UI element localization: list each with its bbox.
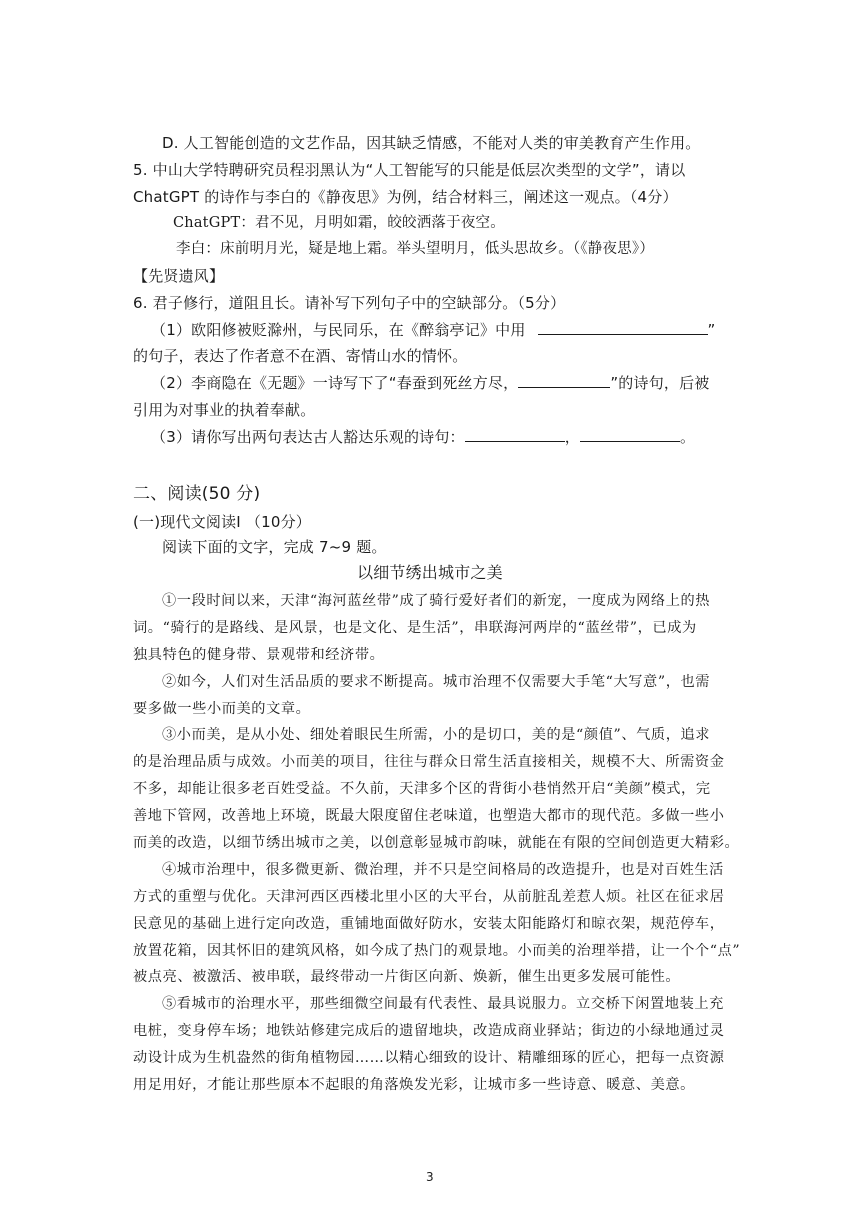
article-line: 被点亮、被激活、被串联，最终带动一片街区向新、焕新，催生出更多发展可能性。: [133, 969, 681, 985]
article-line: 的是治理品质与成效。小而美的项目，往往与群众日常生活直接相关，规模不大、所需资金: [133, 754, 725, 770]
question-6-part-2-text: （2）李商隐在《无题》一诗写下了“春蚕到死丝方尽，: [151, 374, 519, 392]
question-6-part-3-sep: ，: [564, 428, 580, 446]
article-line: 词。“骑行的是路线、是风景，也是文化、是生活”，串联海河两岸的“蓝丝带”，已成为: [133, 620, 697, 636]
article-line: 不多，却能让很多老百姓受益。不久前，天津多个区的背街小巷悄然开启“美颜”模式，完: [133, 781, 711, 797]
article-line: ③小而美，是从小处、细处着眼民生所需，小的是切口，美的是“颜值”、气质，追求: [162, 727, 711, 743]
article-line: 独具特色的健身带、景观带和经济带。: [133, 647, 385, 663]
question-6-part-3-text: （3）请你写出两句表达古人豁达乐观的诗句：: [151, 428, 465, 446]
answer-blank-4[interactable]: [580, 427, 680, 442]
question-6-part-3: [151, 427, 695, 447]
question-6-part-3-end: 。: [679, 428, 696, 446]
question-6-part-2-cont: 引用为对事业的执着奉献。: [133, 401, 316, 419]
article-line: 民意见的基础上进行定向改造，重铺地面做好防水，安装太阳能路灯和晾衣架，规范停车，: [133, 916, 725, 932]
reading-instruction: 阅读下面的文字，完成 7~9 题。: [162, 538, 387, 556]
article-line: 而美的改造，以细节绣出城市之美，以创意彰显城市韵味，就能在有限的空间创造更大精彩。: [133, 835, 740, 851]
section-heading: 二、阅读(50 分): [133, 484, 261, 504]
article-line: 方式的重塑与优化。天津河西区西楼北里小区的大平台，从前脏乱差惹人烦。社区在征求居: [133, 889, 725, 905]
article-line: 动设计成为生机盎然的街角植物园……以精心细致的设计、精雕细琢的匠心，把每一点资源: [133, 1050, 725, 1066]
answer-blank-2[interactable]: [518, 373, 610, 388]
chatgpt-poem: ChatGPT：君不见，月明如霜，皎皎洒落于夜空。: [173, 215, 505, 231]
section-tag: 【先贤遗风】: [133, 267, 225, 285]
article-line: 用足用好，才能让那些原本不起眼的角落焕发光彩，让城市多一些诗意、暖意、美意。: [133, 1077, 695, 1093]
article-line: ⑤看城市的治理水平，那些细微空间最有代表性、最具说服力。立交桥下闲置地装上充: [162, 996, 724, 1012]
answer-blank-1[interactable]: [538, 320, 708, 335]
article-line: 电桩，变身停车场；地铁站修建完成后的遗留地块，改造成商业驿站；街边的小绿地通过灵: [133, 1023, 725, 1039]
article-line: 善地下管网，改善地上环境，既最大限度留住老味道，也塑造大都市的现代范。多做一些小: [133, 808, 725, 824]
answer-blank-3[interactable]: [465, 427, 565, 442]
article-title: 以细节绣出城市之美: [357, 563, 503, 582]
question-6-part-2: [151, 373, 710, 393]
article-line: ④城市治理中，很多微更新、微治理，并不只是空间格局的改造提升，也是对百姓生活: [162, 862, 724, 878]
question-6-part-2-close: ”的诗句，后被: [610, 374, 710, 392]
libai-poem: 李白：床前明月光，疑是地上霜。举头望明月，低头思故乡。（《静夜思》）: [176, 241, 655, 257]
question-option-d: D. 人工智能创造的文艺作品，因其缺乏情感，不能对人类的审美教育产生作用。: [162, 134, 701, 152]
question-5-line-1: 5. 中山大学特聘研究员程羽黑认为“人工智能写的只能是低层次类型的文学”，请以: [133, 161, 686, 179]
article-line: 要多做一些小而美的文章。: [133, 701, 311, 717]
article-line: 放置花箱，因其怀旧的建筑风格，如今成了热门的观景地。小而美的治理举措，让一个个“点”: [133, 943, 741, 959]
question-6-intro: 6. 君子修行，道阻且长。请补写下列句子中的空缺部分。（5分）: [133, 294, 566, 312]
question-6-part-1-close: ”: [707, 321, 716, 339]
question-6-part-1-cont: 的句子，表达了作者意不在酒、寄情山水的情怀。: [133, 347, 468, 365]
article-line: ①一段时间以来，天津“海河蓝丝带”成了骑行爱好者们的新宠，一度成为网络上的热: [162, 593, 711, 609]
article-line: ②如今，人们对生活品质的要求不断提高。城市治理不仅需要大手笔“大写意”，也需: [162, 674, 711, 690]
subsection-heading: (一)现代文阅读Ⅰ （10分）: [133, 513, 311, 531]
page-number: 3: [426, 1170, 434, 1184]
question-6-part-1: [151, 320, 716, 340]
question-6-part-1-text: （1）欧阳修被贬滁州，与民同乐，在《醉翁亭记》中用: [151, 321, 526, 339]
question-5-line-2: ChatGPT 的诗作与李白的《静夜思》为例，结合材料三，阐述这一观点。（4分）: [133, 188, 678, 206]
